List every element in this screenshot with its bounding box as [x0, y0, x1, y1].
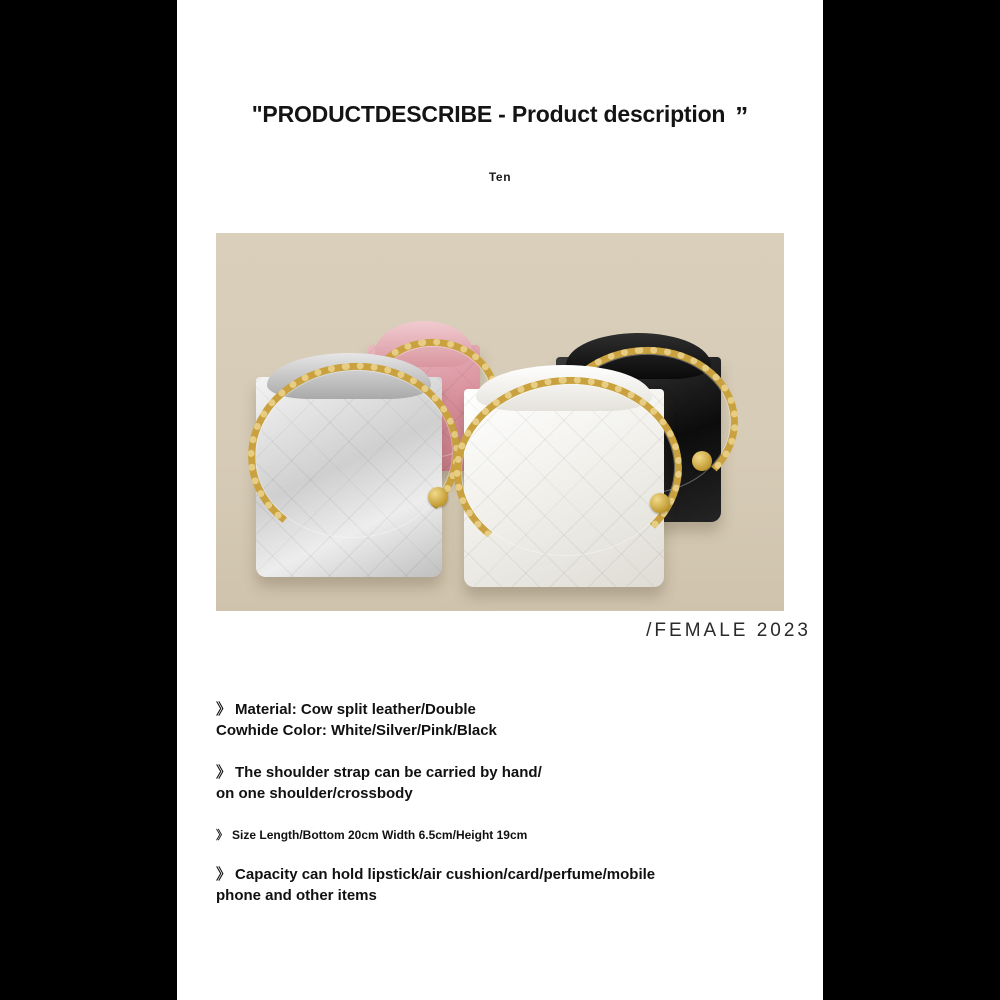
spec-line-1: The shoulder strap can be carried by hand/	[235, 764, 542, 782]
product-spec-list	[216, 700, 786, 929]
product-hero-image	[216, 233, 784, 611]
spec-line-1: Size Length/Bottom 20cm Width 6.5cm/Height 19cm	[232, 827, 528, 842]
coin-charm-icon	[692, 451, 712, 471]
page-title-text: "PRODUCTDESCRIBE - Product description	[251, 101, 726, 127]
spec-item-material	[216, 700, 786, 741]
spec-item-capacity	[216, 865, 786, 906]
spec-line-1: Capacity can hold lipstick/air cushion/card/perfume/mobile	[235, 866, 656, 884]
document-page	[177, 0, 823, 1000]
spec-line-2: phone and other items	[216, 886, 377, 904]
spec-item-size	[216, 827, 786, 844]
subtitle: Ten	[488, 170, 512, 184]
silver-bag	[256, 353, 442, 603]
bullet-mark-icon: 》	[216, 764, 232, 782]
bullet-mark-icon: 》	[216, 701, 232, 718]
collection-label: /FEMALE 2023	[646, 620, 811, 641]
page-title	[177, 98, 823, 129]
closing-quote-mark: ”	[735, 101, 749, 131]
spec-line-2: on one shoulder/crossbody	[216, 785, 413, 803]
bullet-mark-icon: 》	[216, 827, 229, 842]
white-bag	[464, 365, 664, 611]
bullet-mark-icon: 》	[216, 866, 232, 884]
spec-line-1: Material: Cow split leather/Double	[235, 701, 476, 718]
spec-item-strap	[216, 763, 786, 804]
spec-line-2: Cowhide Color: White/Silver/Pink/Black	[216, 721, 497, 739]
coin-charm-icon	[650, 493, 670, 513]
coin-charm-icon	[428, 487, 448, 507]
